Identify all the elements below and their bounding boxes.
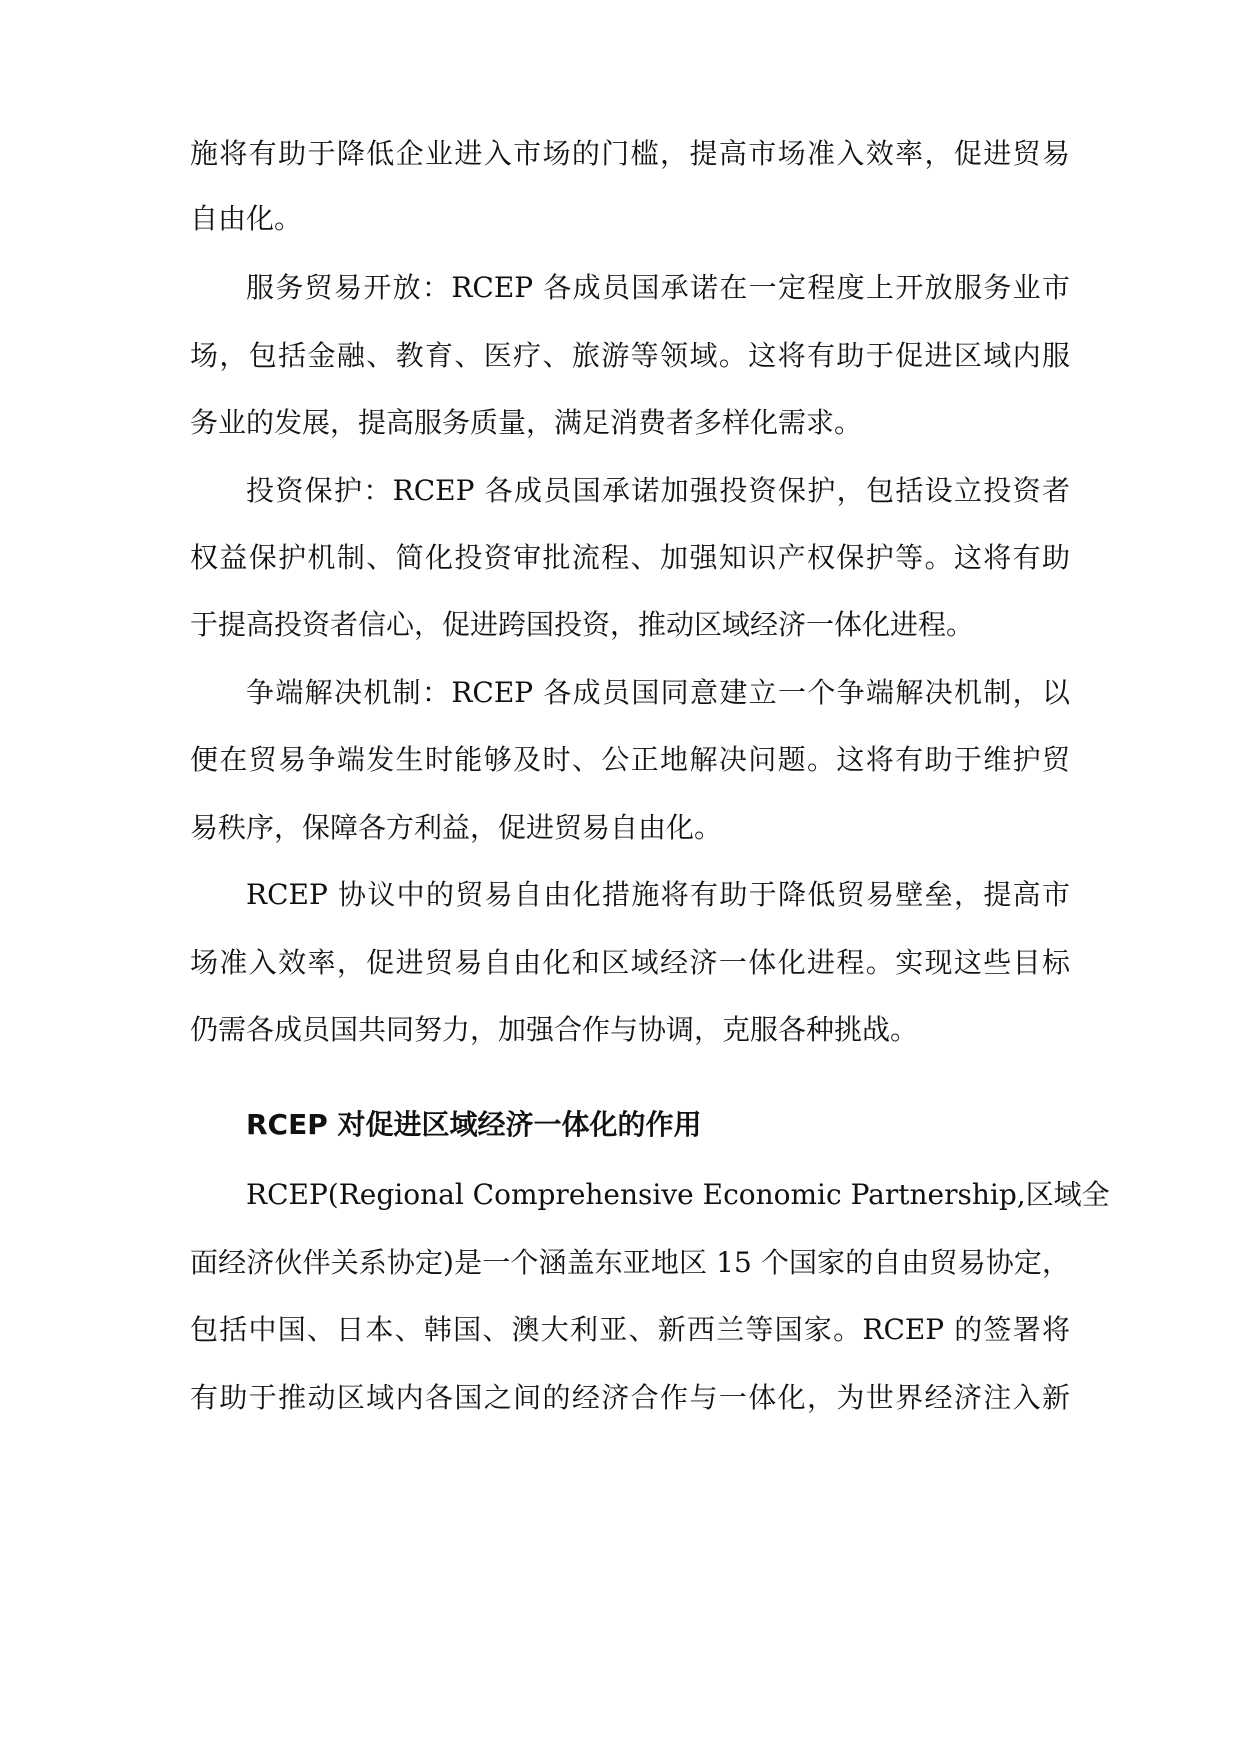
text-line: 施将有助于降低企业进入市场的门槛，提高市场准入效率，促进贸易 [190, 137, 1070, 170]
text-line: 服务贸易开放：RCEP 各成员国承诺在一定程度上开放服务业市 [246, 271, 1070, 304]
text-line: 有助于推动区域内各国之间的经济合作与一体化，为世界经济注入新 [190, 1381, 1070, 1414]
text-line: 自由化。 [190, 202, 303, 235]
text-line: 权益保护机制、简化投资审批流程、加强知识产权保护等。这将有助 [190, 541, 1070, 574]
text-line: 争端解决机制：RCEP 各成员国同意建立一个争端解决机制，以 [246, 676, 1070, 709]
text-line: 易秩序，保障各方利益，促进贸易自由化。 [190, 811, 723, 844]
text-line: 场，包括金融、教育、医疗、旅游等领域。这将有助于促进区域内服 [190, 339, 1070, 372]
text-line: 投资保护：RCEP 各成员国承诺加强投资保护，包括设立投资者 [246, 474, 1070, 507]
text-line: 面经济伙伴关系协定)是一个涵盖东亚地区 15 个国家的自由贸易协定， [190, 1246, 1070, 1279]
text-line: 便在贸易争端发生时能够及时、公正地解决问题。这将有助于维护贸 [190, 743, 1070, 776]
text-line: 务业的发展，提高服务质量，满足消费者多样化需求。 [190, 406, 863, 439]
text-line: 包括中国、日本、韩国、澳大利亚、新西兰等国家。RCEP 的签署将 [190, 1313, 1070, 1346]
section-heading: RCEP 对促进区域经济一体化的作用 [246, 1108, 702, 1141]
text-line: 于提高投资者信心，促进跨国投资，推动区域经济一体化进程。 [190, 608, 975, 641]
text-line: RCEP 协议中的贸易自由化措施将有助于降低贸易壁垒，提高市 [246, 878, 1070, 911]
text-line: RCEP(Regional Comprehensive Economic Partnership,区域全 [246, 1178, 1110, 1211]
text-line: 场准入效率，促进贸易自由化和区域经济一体化进程。实现这些目标 [190, 946, 1070, 979]
text-line: 仍需各成员国共同努力，加强合作与协调，克服各种挑战。 [190, 1013, 919, 1046]
